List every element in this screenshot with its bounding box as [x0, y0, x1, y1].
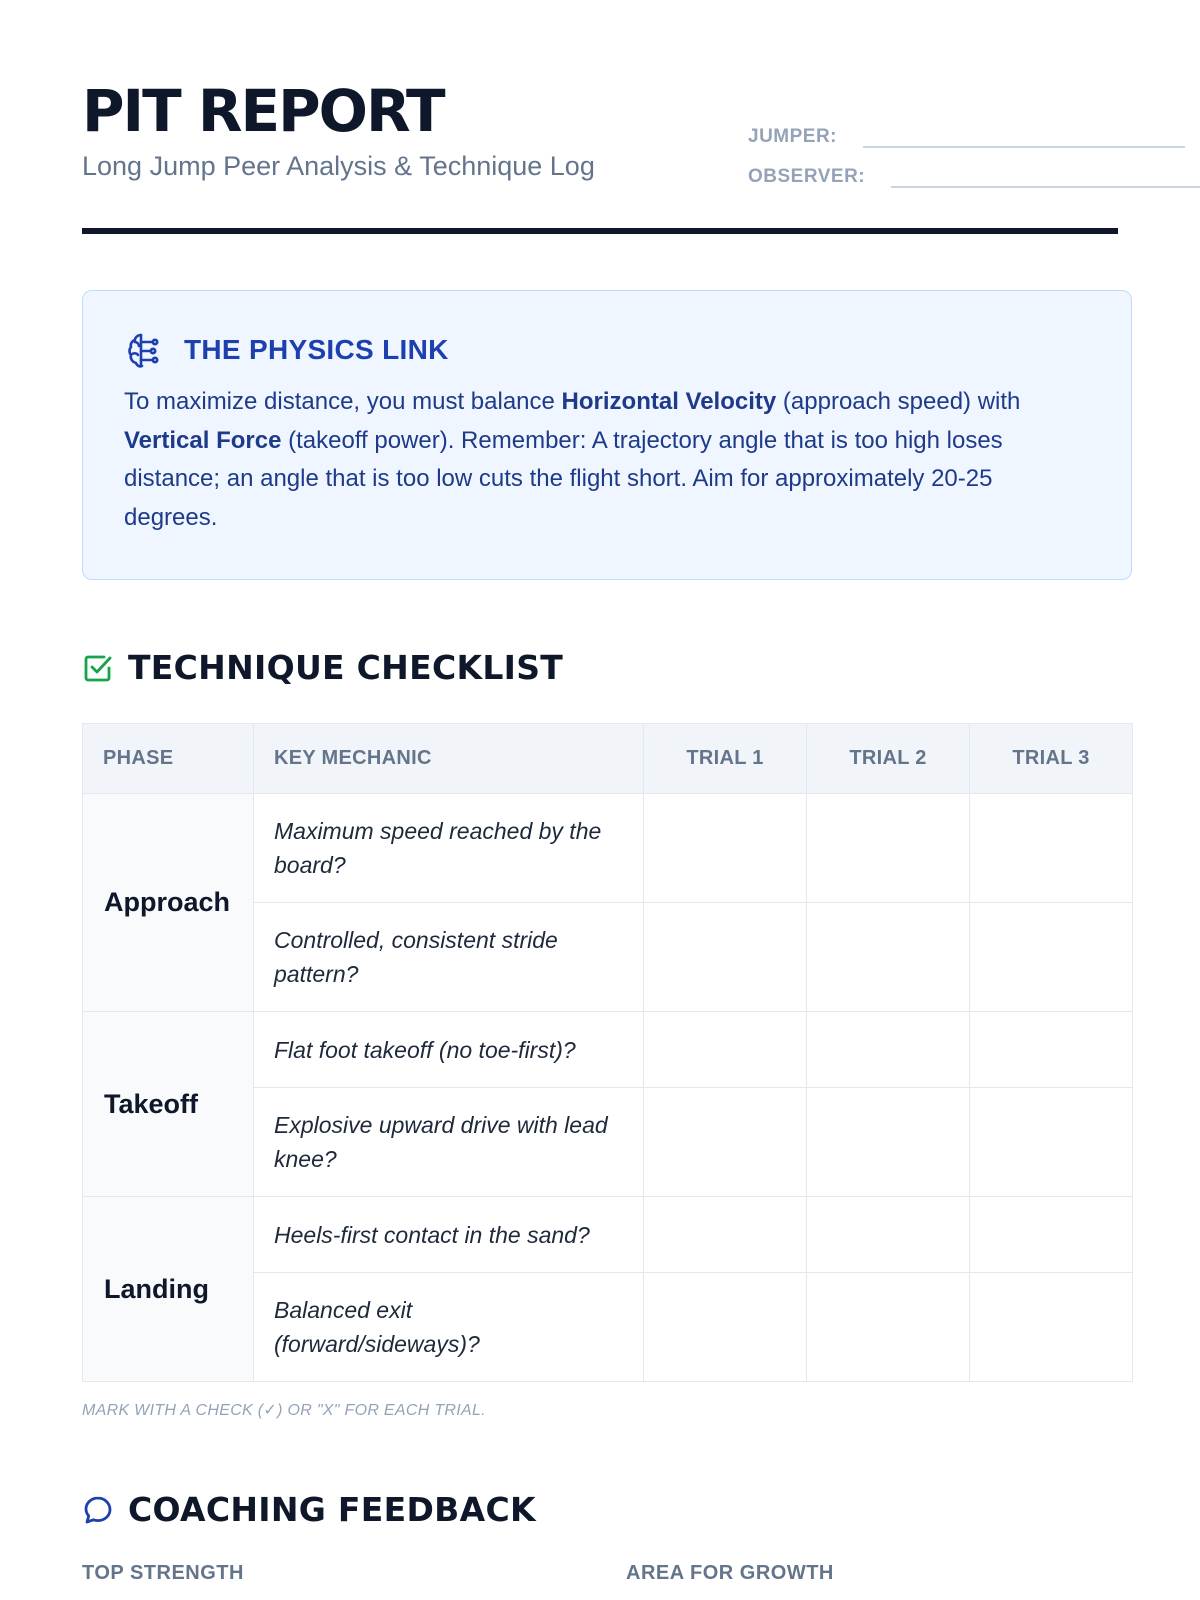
mechanic-cell: Heels-first contact in the sand? [254, 1197, 644, 1273]
feedback-title: COACHING FEEDBACK [128, 1490, 536, 1529]
mechanic-cell: Controlled, consistent stride pattern? [254, 903, 644, 1012]
jumper-label: JUMPER: [748, 126, 838, 147]
table-row [83, 1197, 1133, 1273]
observer-field[interactable] [891, 160, 1200, 188]
trial-1-cell[interactable] [644, 1088, 807, 1197]
brain-icon [124, 330, 164, 370]
column-header-phase: PHASE [83, 724, 254, 794]
column-header-trial-2: TRIAL 2 [807, 724, 970, 794]
physics-text-part: To maximize distance, you must balance [124, 388, 562, 415]
physics-title: THE PHYSICS LINK [184, 334, 449, 365]
technique-checklist-heading [82, 648, 563, 687]
physics-text-part: (approach speed) with [776, 388, 1021, 415]
horizontal-velocity-term: Horizontal Velocity [561, 388, 777, 415]
jumper-field-row [748, 120, 1185, 148]
trial-2-cell[interactable] [807, 1197, 970, 1273]
observer-field-row [748, 160, 1200, 188]
header-divider [82, 228, 1118, 234]
mechanic-cell: Explosive upward drive with lead knee? [254, 1088, 644, 1197]
table-header-row [83, 724, 1133, 794]
column-header-key-mechanic: KEY MECHANIC [254, 724, 644, 794]
report-header [82, 0, 1118, 235]
trial-2-cell[interactable] [807, 1273, 970, 1382]
top-strength-label: TOP STRENGTH [82, 1562, 244, 1584]
table-row [83, 1012, 1133, 1088]
trial-1-cell[interactable] [644, 1273, 807, 1382]
technique-checklist-table [82, 723, 1133, 1382]
column-header-trial-1: TRIAL 1 [644, 724, 807, 794]
speech-bubble-icon [82, 1494, 114, 1526]
checkbox-icon [82, 652, 114, 684]
trial-3-cell[interactable] [970, 1012, 1133, 1088]
trial-3-cell[interactable] [970, 1197, 1133, 1273]
mechanic-cell: Balanced exit (forward/sideways)? [254, 1273, 644, 1382]
physics-heading [124, 327, 1091, 373]
page-subtitle: Long Jump Peer Analysis & Technique Log [82, 151, 595, 181]
trial-3-cell[interactable] [970, 794, 1133, 903]
observer-label: OBSERVER: [748, 166, 866, 187]
trial-2-cell[interactable] [807, 1088, 970, 1197]
trial-1-cell[interactable] [644, 1012, 807, 1088]
vertical-force-term: Vertical Force [124, 426, 282, 454]
page-title: PIT REPORT [82, 77, 444, 145]
column-header-trial-3: TRIAL 3 [970, 724, 1133, 794]
physics-body [124, 383, 1091, 537]
trial-2-cell[interactable] [807, 794, 970, 903]
phase-landing: Landing [83, 1197, 254, 1382]
trial-3-cell[interactable] [970, 1088, 1133, 1197]
mechanic-cell: Flat foot takeoff (no toe-first)? [254, 1012, 644, 1088]
trial-1-cell[interactable] [644, 794, 807, 903]
trial-2-cell[interactable] [807, 903, 970, 1012]
table-row [83, 794, 1133, 903]
trial-2-cell[interactable] [807, 1012, 970, 1088]
trial-1-cell[interactable] [644, 903, 807, 1012]
physics-text-part: (takeoff power). Remember: A trajectory angle that is too high loses distance; an angle that is too low cuts the flight short. Aim for approximately 20-25 degrees. [124, 426, 1003, 531]
phase-approach: Approach [83, 794, 254, 1012]
area-for-growth-label: AREA FOR GROWTH [626, 1562, 834, 1584]
trial-3-cell[interactable] [970, 903, 1133, 1012]
jumper-field[interactable] [863, 120, 1185, 148]
checklist-title: TECHNIQUE CHECKLIST [128, 648, 564, 687]
checklist-note: MARK WITH A CHECK (✓) OR "X" FOR EACH TRIAL. [82, 1402, 486, 1419]
trial-1-cell[interactable] [644, 1197, 807, 1273]
phase-takeoff: Takeoff [83, 1012, 254, 1197]
trial-3-cell[interactable] [970, 1273, 1133, 1382]
physics-link-callout [82, 290, 1132, 580]
mechanic-cell: Maximum speed reached by the board? [254, 794, 644, 903]
coaching-feedback-heading [82, 1490, 536, 1529]
